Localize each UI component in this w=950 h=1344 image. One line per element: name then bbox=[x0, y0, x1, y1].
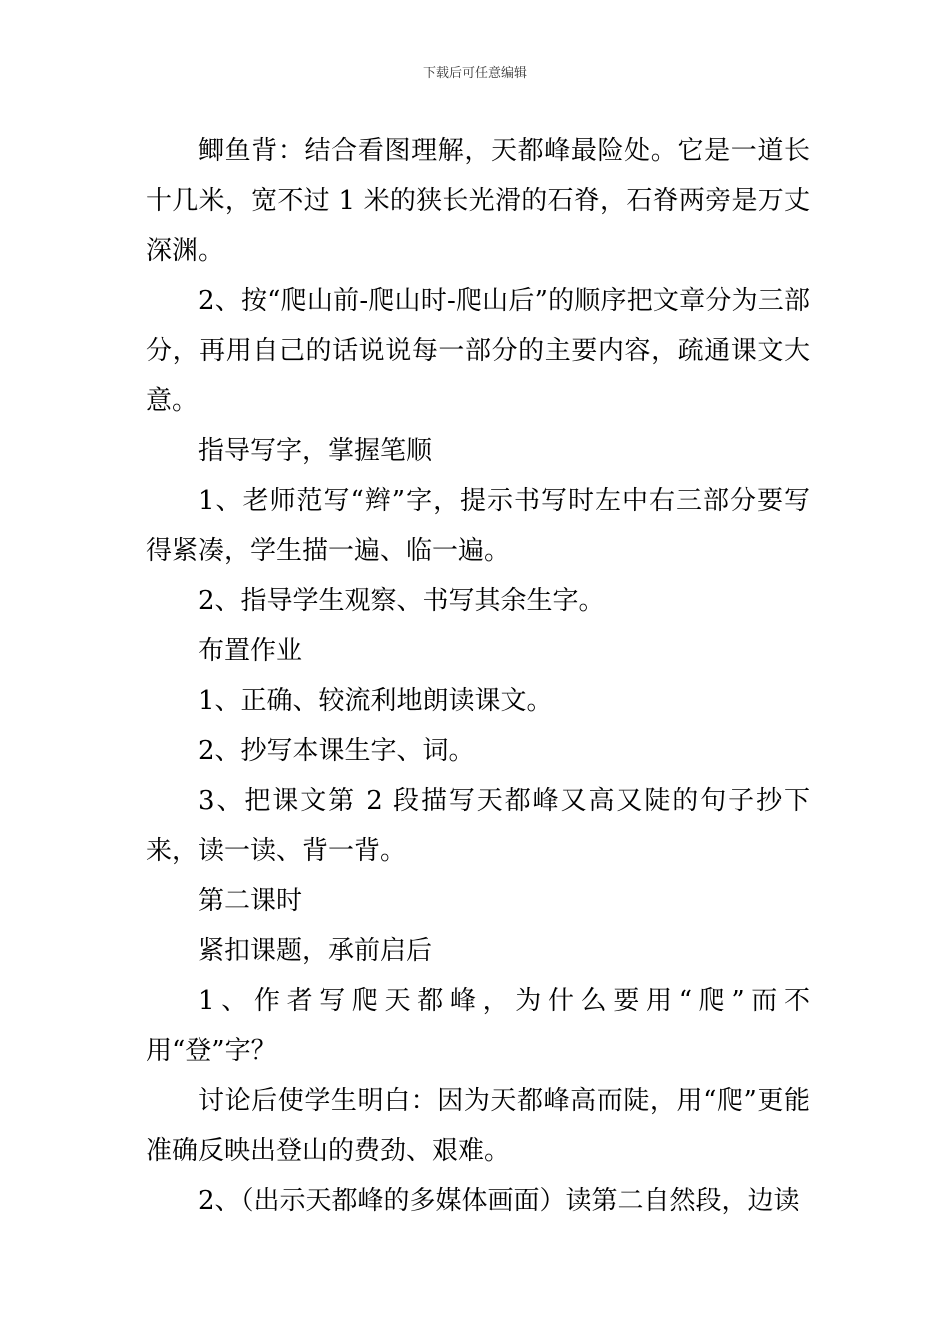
section-heading: 指导写字，掌握笔顺 bbox=[198, 436, 433, 466]
list-item: 2、抄写本课生字、词。 bbox=[198, 736, 475, 766]
section-heading: 布置作业 bbox=[198, 636, 303, 666]
paragraph: 2、按“爬山前-爬山时-爬山后”的顺序把文章分为三部分，再用自己的话说说每一部分的主要内容，疏通课文大意。 bbox=[146, 286, 810, 416]
paragraph: 鲫鱼背：结合看图理解，天都峰最险处。它是一道长十几米，宽不过 1 米的狭长光滑的石脊，石脊两旁是万丈深渊。 bbox=[146, 136, 810, 266]
document-body bbox=[146, 126, 810, 1226]
paragraph: 1、老师范写“辫”字，提示书写时左中右三部分要写得紧凑，学生描一遍、临一遍。 bbox=[146, 486, 810, 566]
section-heading: 第二课时 bbox=[198, 886, 303, 916]
section-heading: 紧扣课题，承前启后 bbox=[198, 936, 433, 966]
list-item: 3、把课文第 2 段描写天都峰又高又陡的句子抄下来，读一读、背一背。 bbox=[146, 786, 810, 866]
paragraph: 2、指导学生观察、书写其余生字。 bbox=[198, 586, 605, 616]
paragraph: 2、（出示天都峰的多媒体画面）读第二自然段，边读 bbox=[198, 1186, 800, 1216]
page-header: 下载后可任意编辑 bbox=[422, 66, 527, 81]
list-item: 1、正确、较流利地朗读课文。 bbox=[198, 686, 553, 716]
paragraph: 讨论后使学生明白：因为天都峰高而陡，用“爬”更能准确反映出登山的费劲、艰难。 bbox=[146, 1086, 810, 1166]
paragraph: 1、作者写爬天都峰，为什么要用“爬”而不用“登”字？ bbox=[146, 986, 810, 1066]
